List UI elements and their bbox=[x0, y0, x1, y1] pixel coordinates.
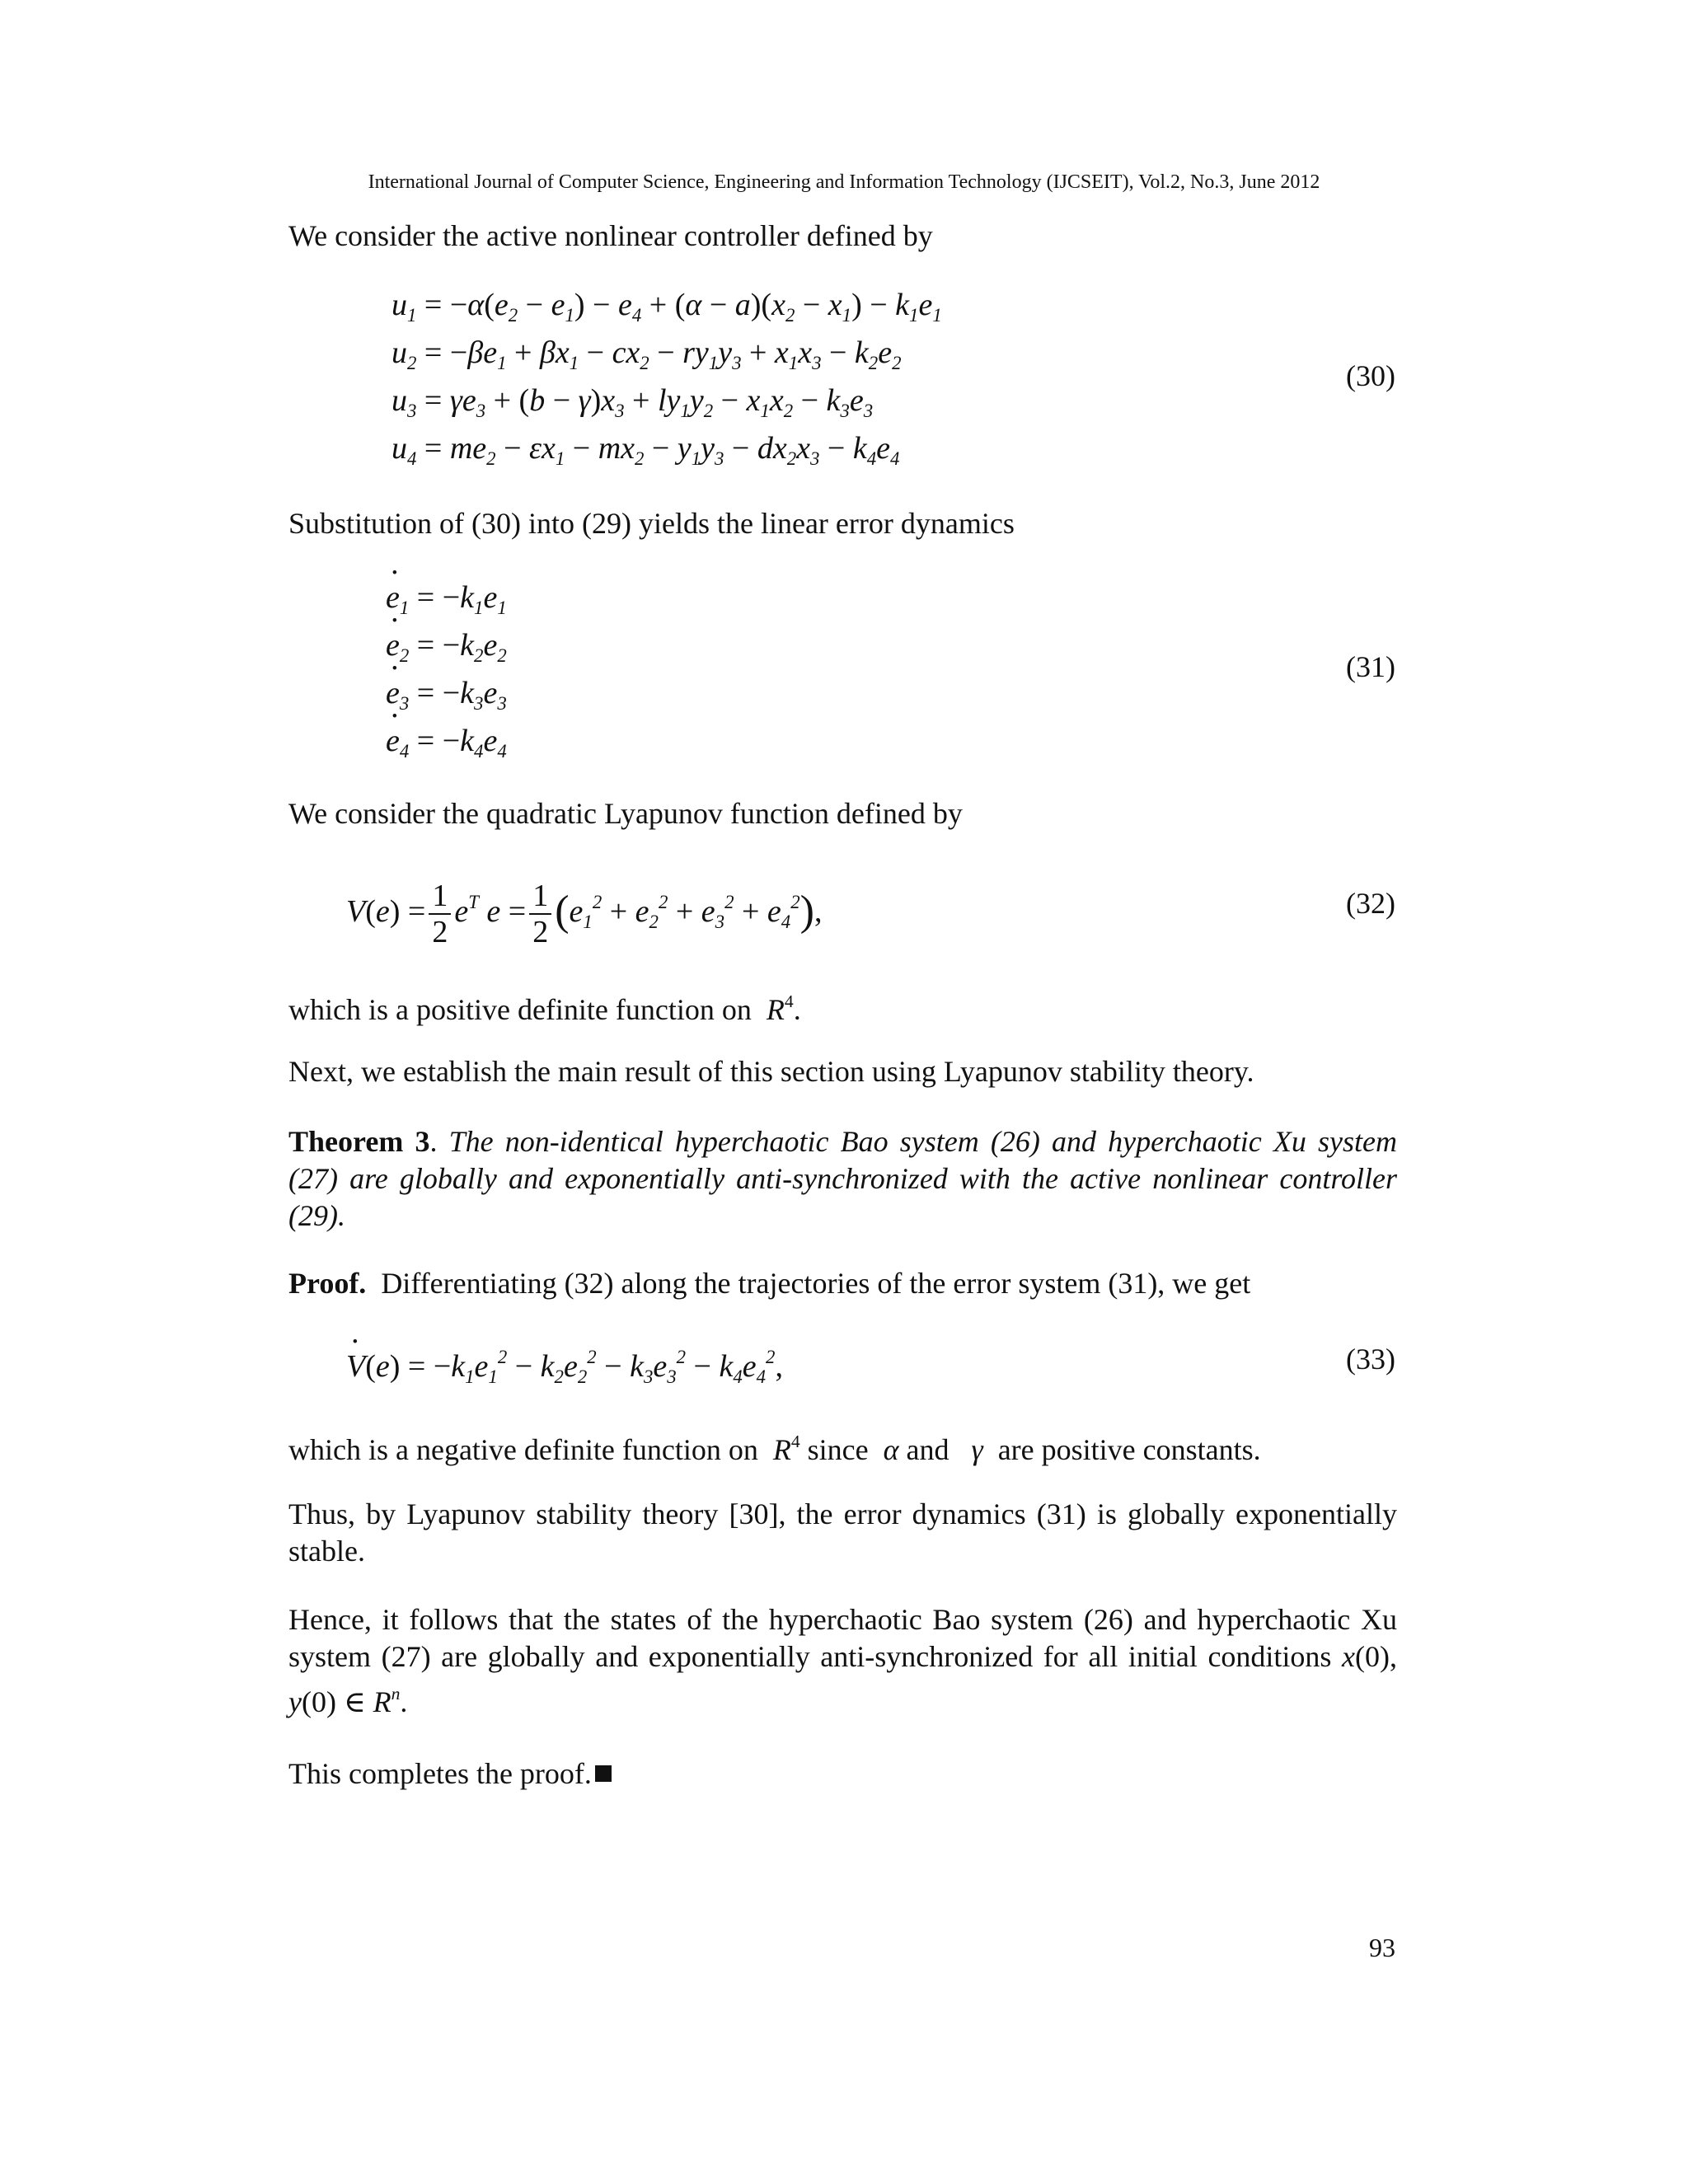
theorem-3: Theorem 3. The non-identical hyperchaotic Bao system (26) and hyperchaotic Xu system (27) are globally and exponentially anti-synchronized with the active nonlinear controller (29). bbox=[288, 1125, 1398, 1232]
equation-number-31: (31) bbox=[1346, 650, 1395, 683]
equation-32-body: V(e) = $\frac{1}{2}$ $e^T$ e = $\frac{1}{2}$ $(e_1^2 + e_2^2 + e_3^2 + e_4^2)$, bbox=[346, 879, 823, 950]
equation-31-line-2: · $e_2 = -k_2e_2$ bbox=[386, 625, 507, 677]
theorem-label: Theorem 3 bbox=[288, 1125, 430, 1158]
proof-text: Differentiating (32) along the trajectories of the error system (31), we get bbox=[381, 1267, 1251, 1300]
paragraph-substitution: Substitution of (30) into (29) yields the linear error dynamics bbox=[288, 507, 1015, 540]
positive-definite-text: which is a positive definite function on bbox=[288, 993, 752, 1027]
paragraph-anti-sync: Hence, it follows that the states of the hyperchaotic Bao system (26) and hyperchaotic Xu system (27) are globally and exponentially anti-synchronized for all initial conditions x(0), y(0) ∈ $R^n$. bbox=[288, 1603, 1397, 1719]
since-text: since bbox=[807, 1433, 869, 1467]
equation-number-32: (32) bbox=[1346, 887, 1395, 920]
proof-paragraph bbox=[288, 1265, 1397, 1302]
page-number: 93 bbox=[1369, 1933, 1395, 1962]
theorem-statement: The non-identical hyperchaotic Bao system (26) and hyperchaotic Xu system (27) are globally and exponentially anti-synchronized with the active nonlinear controller (29). bbox=[288, 1125, 1398, 1232]
equation-30-line-4: $u_4 = me_2 - \varepsilon x_1 - mx_2 - y_1y_3 - dx_2x_3 - k_4e_4$ bbox=[392, 431, 900, 469]
equation-31-line-3: · $e_3 = -k_3e_3$ bbox=[386, 673, 507, 724]
anti-sync-text: Hence, it follows that the states of the hyperchaotic Bao system (26) and hyperchaotic Xu system (27) are globally and exponentially anti-synchronized for all initial conditions bbox=[288, 1603, 1397, 1673]
qed-text: This completes the proof. bbox=[288, 1757, 592, 1790]
constants-text: are positive constants. bbox=[997, 1433, 1261, 1467]
qed-square-icon bbox=[595, 1765, 612, 1782]
paragraph-main-result: Next, we establish the main result of this section using Lyapunov stability theory. bbox=[288, 1055, 1254, 1088]
equation-31-line-1: · $e_1 = -k_1e_1$ bbox=[386, 577, 507, 629]
and-text: and bbox=[906, 1433, 950, 1467]
paragraph-lyapunov-intro: We consider the quadratic Lyapunov function defined by bbox=[288, 797, 963, 830]
paragraph-controller-intro: We consider the active nonlinear controller defined by bbox=[288, 219, 933, 252]
equation-30-line-3: $u_3 = \gamma e_3 + (b - \gamma)x_3 + ly_1y_2 - x_1x_2 - k_3e_3$ bbox=[392, 383, 874, 421]
equation-33-body: · $V(e) = -k_1e_1^2 - k_2e_2^2 - k_3e_3^2 - k_4e_4^2$, bbox=[346, 1337, 783, 1398]
equation-30-line-2: $u_2 = -\beta e_1 + \beta x_1 - cx_2 - ry_1y_3 + x_1x_3 - k_2e_2$ bbox=[392, 335, 902, 373]
equation-number-30: (30) bbox=[1346, 359, 1395, 392]
paragraph-stability: Thus, by Lyapunov stability theory [30], the error dynamics (31) is globally exponentially stable. bbox=[288, 1497, 1397, 1568]
equation-number-33: (33) bbox=[1346, 1343, 1395, 1376]
equation-31-line-4: · $e_4 = -k_4e_4$ bbox=[386, 720, 507, 772]
journal-header: International Journal of Computer Science, Engineering and Information Technology (IJCSEIT), Vol.2, No.3, June 2012 bbox=[368, 171, 1320, 193]
proof-label: Proof. bbox=[288, 1267, 367, 1300]
equation-30-line-1: $u_1 = -\alpha(e_2 - e_1) - e_4 + (\alpha - a)(x_2 - x_1) - k_1e_1$ bbox=[392, 288, 942, 326]
paragraph-negative-definite: which is a negative definite function on $R^4$ since α and γ are positive constants. bbox=[288, 1432, 1261, 1467]
paragraph-qed bbox=[288, 1755, 1397, 1793]
negative-definite-text: which is a negative definite function on bbox=[288, 1433, 758, 1467]
paragraph-positive-definite: which is a positive definite function on $R^4$. bbox=[288, 991, 801, 1027]
